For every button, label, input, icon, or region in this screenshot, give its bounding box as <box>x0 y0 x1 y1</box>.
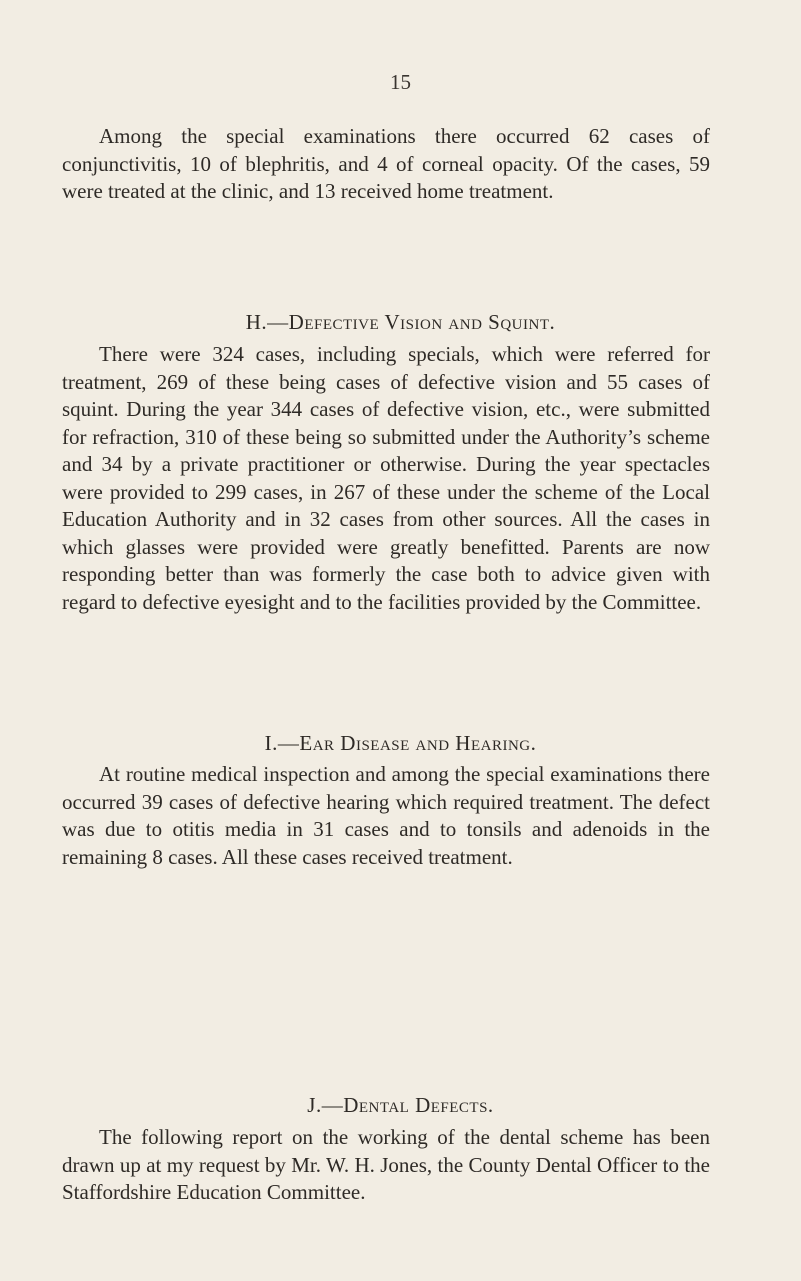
section-intro <box>62 123 710 206</box>
paragraph-dental-defects: The following report on the working of the dental scheme has been drawn up at my request by Mr. W. H. Jones, the County Dental Officer to the Staffordshire Education Committee. <box>62 1125 710 1204</box>
paragraph-conjunctivitis: Among the special examinations there occurred 62 cases of conjunctivitis, 10 of blephritis, and 4 of corneal opacity. Of the cases, 59 were treated at the clinic, and 13 received home treatment. <box>62 124 710 203</box>
section-ear-disease <box>62 761 710 871</box>
paragraph-defective-vision: There were 324 cases, including specials, which were referred for treatment, 269 of these being cases of defective vision and 55 cases of squint. During the year 344 cases of defective vision, etc., were submitted for refraction, 310 of these being so submitted under the Authority’s scheme and 34 by a private practitioner or otherwise. During the year spectacles were provided to 299 cases, in 267 of these under the scheme of the Local Education Authority and in 32 cases from other sources. All the cases in which glasses were provided were greatly benefitted. Parents are now responding better than was formerly the case both to advice given with regard to defective eyesight and to the facilities provided by the Committee. <box>62 342 710 614</box>
section-defective-vision <box>62 341 710 616</box>
paragraph-ear-disease: At routine medical inspection and among the special examinations there occurred 39 cases of defective hearing which required treatment. The defect was due to otitis media in 31 cases and to tonsils and adenoids in the remaining 8 cases. All these cases received treatment. <box>62 762 710 869</box>
heading-dental-defects: J.—Dental Defects. <box>307 1093 494 1117</box>
page-number: 15 <box>390 70 411 94</box>
heading-ear-disease: I.—Ear Disease and Hearing. <box>264 731 537 755</box>
heading-defective-vision: H.—Defective Vision and Squint. <box>245 310 556 334</box>
section-dental-defects <box>62 1124 710 1207</box>
